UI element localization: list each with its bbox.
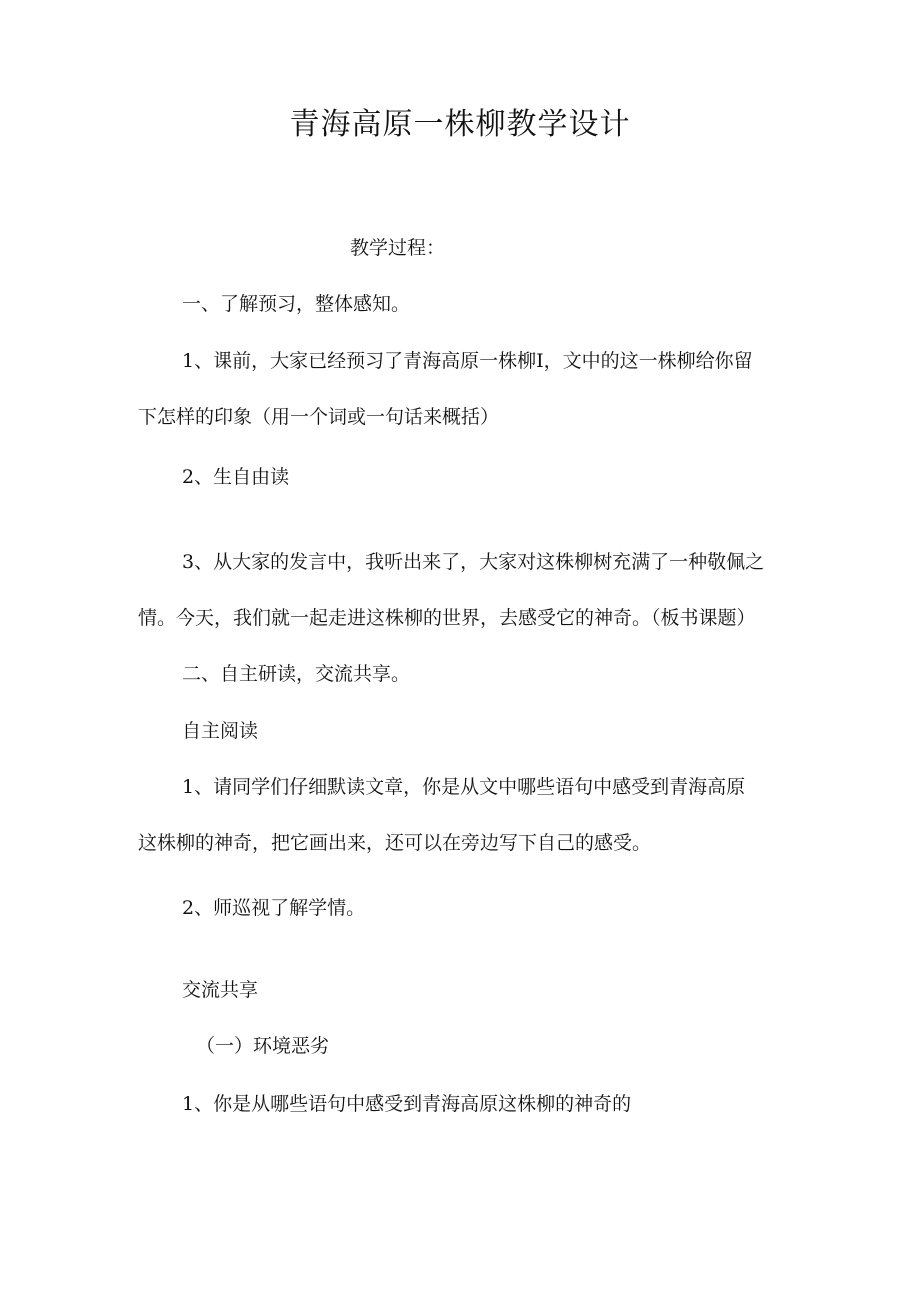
paragraph-line: 情。今天，我们就一起走进这株柳的世界，去感受它的神奇。（板书课题） — [138, 607, 756, 629]
paragraph-line: 2、师巡视了解学情。 — [182, 897, 366, 919]
paragraph-line: 2、生自由读 — [182, 466, 290, 488]
paragraph-line: 这株柳的神奇，把它画出来，还可以在旁边写下自己的感受。 — [138, 832, 652, 854]
paragraph-line: 一、了解预习，整体感知。 — [182, 293, 411, 315]
paragraph-line: 自主阅读 — [182, 720, 259, 742]
paragraph-line: 1、你是从哪些语句中感受到青海高原这株柳的神奇的 — [182, 1093, 632, 1115]
document-title: 青海高原一株柳教学设计 — [289, 107, 631, 142]
section-heading: 教学过程： — [350, 237, 446, 259]
paragraph-line: 交流共享 — [182, 979, 259, 1001]
paragraph-line: 下怎样的印象（用一个词或一句话来概括） — [138, 406, 500, 428]
paragraph-line: 1、课前，大家已经预习了青海高原一株柳I，文中的这一株柳给你留 — [182, 350, 753, 372]
paragraph-line: （一）环境恶劣 — [196, 1035, 330, 1057]
paragraph-line: 3、从大家的发言中，我听出来了，大家对这株柳树充满了一种敬佩之 — [182, 551, 765, 573]
paragraph-line: 二、自主研读，交流共享。 — [182, 663, 411, 685]
paragraph-line: 1、请同学们仔细默读文章，你是从文中哪些语句中感受到青海高原 — [182, 776, 746, 798]
